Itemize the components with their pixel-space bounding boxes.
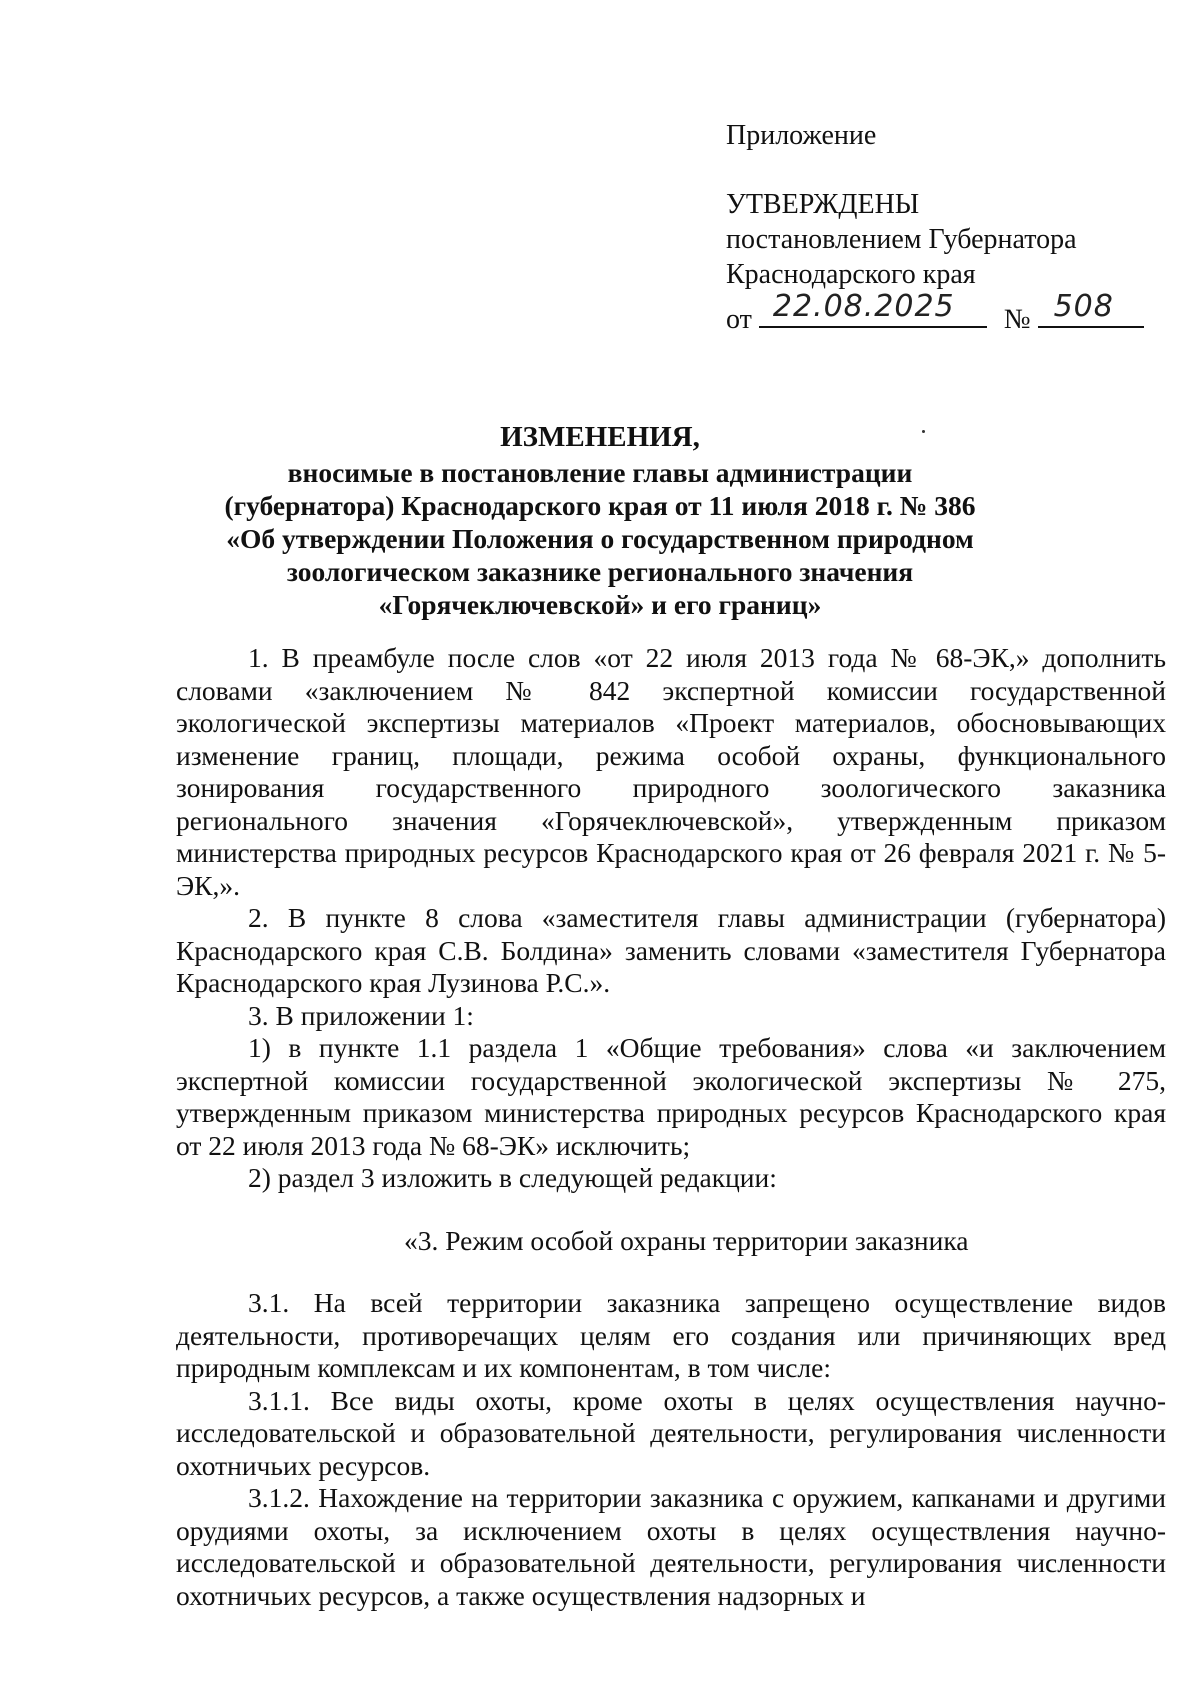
section-heading: «3. Режим особой охраны территории заказника <box>404 1224 969 1256</box>
paragraph-7: 3.1.1. Все виды охоты, кроме охоты в целях осуществления научно-исследовательской и образовательной деятельности, регулирования численности охотничьих ресурсов. <box>176 1384 1166 1481</box>
number-prefix: № <box>1003 304 1031 335</box>
title-line-1: вносимые в постановление главы администрации <box>287 457 913 488</box>
paragraph-1: 1. В преамбуле после слов «от 22 июля 2013 года № 68-ЭК,» дополнить словами «заключением № 842 экспертной комиссии государственной экологической экспертизы материалов «Проект материалов, обосновывающих изменение границ, площади, режима особой охраны, функционального зонирования государственного природного зоологического заказника регионального значения «Горячеключевской», утвержденным приказом министерства природных ресурсов Краснодарского края от 26 февраля 2021 г. № 5-ЭК,». <box>176 642 1166 901</box>
approved-label: УТВЕРЖДЕНЫ <box>726 189 920 220</box>
title-line-3: «Об утверждении Положения о государственном природном <box>226 523 974 554</box>
title-line-4: зоологическом заказнике регионального значения <box>286 556 914 587</box>
appendix-label: Приложение <box>726 120 877 151</box>
date-field <box>759 289 987 328</box>
paragraph-5: 2) раздел 3 изложить в следующей редакции: <box>248 1162 777 1193</box>
paragraph-4: 1) в пункте 1.1 раздела 1 «Общие требования» слова «и заключением экспертной комиссии государственной экологической экспертизы № 275, утвержденным приказом министерства природных ресурсов Краснодарского края от 22 июля 2013 года № 68-ЭК» исключить; <box>176 1032 1166 1161</box>
approved-by-line1: постановлением Губернатора <box>726 224 1077 255</box>
document-title <box>170 421 1030 621</box>
handwritten-date: 22.08.2025 <box>772 289 955 324</box>
paragraph-3: 3. В приложении 1: <box>248 999 474 1031</box>
paragraph-2: 2. В пункте 8 слова «заместителя главы администрации (губернатора) Краснодарского края С.В. Болдина» заменить словами «заместителя Губернатора Краснодарского края Лузинова Р.С.». <box>176 902 1166 998</box>
number-field <box>1038 289 1144 328</box>
document-body <box>176 642 1166 1612</box>
title-main: ИЗМЕНЕНИЯ, <box>500 421 700 453</box>
paragraph-6: 3.1. На всей территории заказника запрещено осуществление видов деятельности, противоречащих целям его создания или причиняющих вред природным комплексам и их компонентам, в том числе: <box>176 1287 1166 1383</box>
paragraph-8: 3.1.2. Нахождение на территории заказника с оружием, капканами и другими орудиями охоты, за исключением охоты в целях осуществления научно-исследовательской и образовательной деятельности, регулирования численности охотничьих ресурсов, а также осуществления надзорных и <box>176 1482 1166 1611</box>
title-line-2: (губернатора) Краснодарского края от 11 июля 2018 г. № 386 <box>224 490 976 521</box>
handwritten-number: 508 <box>1053 289 1114 324</box>
title-line-5: «Горячеключевской» и его границ» <box>378 589 822 620</box>
date-prefix: от <box>726 304 752 335</box>
approval-block <box>726 118 1166 337</box>
date-number-line <box>726 289 1166 337</box>
approved-by-line2: Краснодарского края <box>726 259 976 290</box>
